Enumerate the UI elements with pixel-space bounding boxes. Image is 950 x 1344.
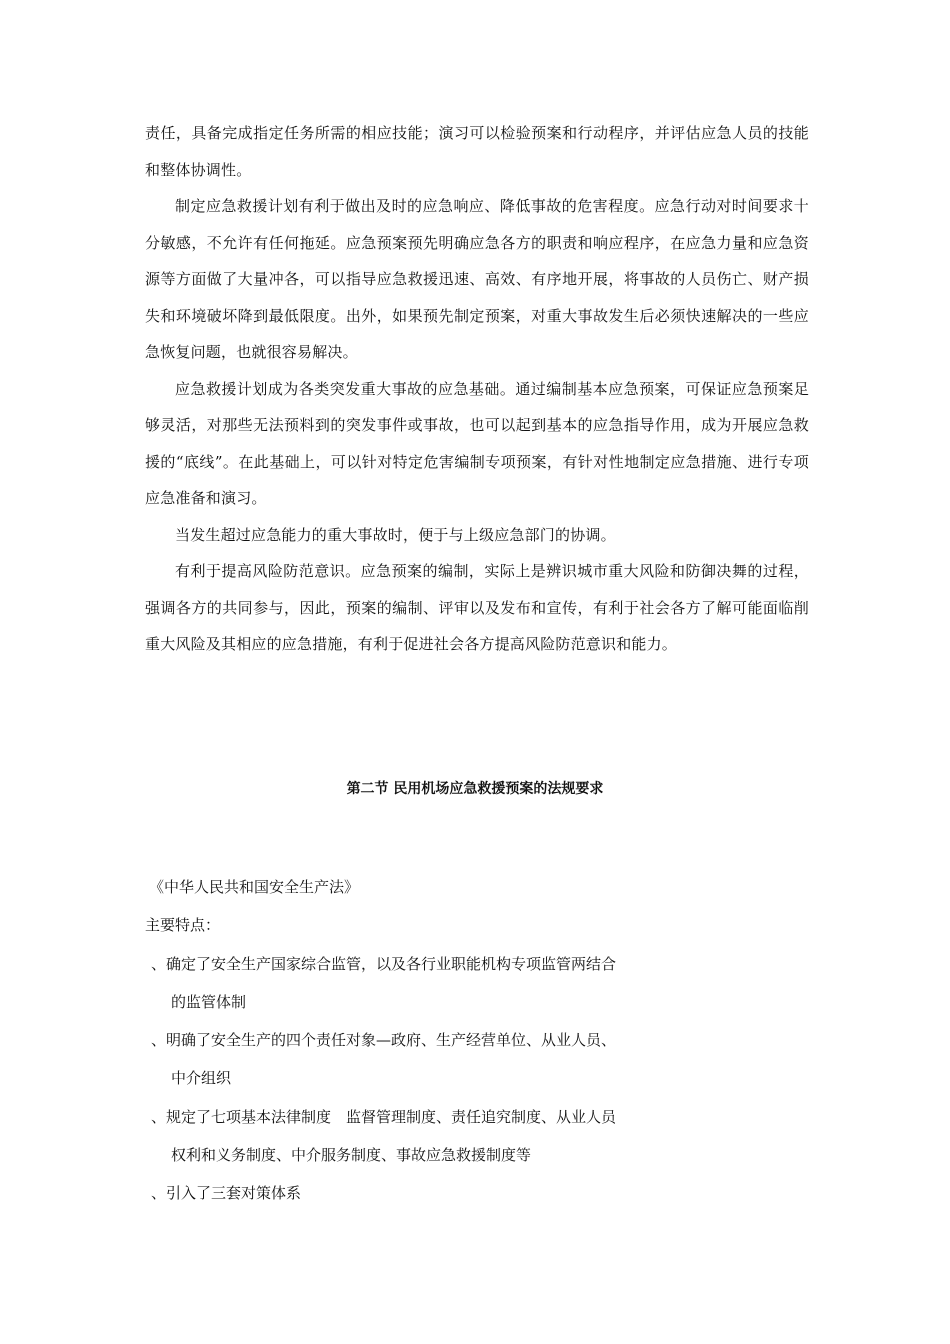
paragraph: 应急救援计划成为各类突发重大事故的应急基础。通过编制基本应急预案，可保证应急预案足够灵活，对那些无法预料到的突发事件或事故，也可以起到基本的应急指导作用，成为开展应急救援的“底线”。在此基础上，可以针对特定危害编制专项预案，有针对性地制定应急措施、进行专项应急准备和演习。: [145, 379, 809, 507]
body-text: [145, 115, 809, 663]
paragraph: 有利于提高风险防范意识。应急预案的编制，实际上是辨识城市重大风险和防御决舞的过程，强调各方的共同参与，因此，预案的编制、评审以及发布和宣传，有利于社会各方了解可能面临削重大风险及其相应的应急措施，有利于促进社会各方提高风险防范意识和能力。: [145, 562, 809, 653]
law-title: 《中华人民共和国安全生产法》: [149, 878, 360, 896]
law-block: [145, 868, 705, 1213]
list-item-line: 、规定了七项基本法律制度 监督管理制度、责任追究制度、从业人员: [151, 1107, 617, 1126]
list-item-continuation: 的监管体制: [171, 992, 247, 1011]
section-title: 第二节 民用机场应急救援预案的法规要求: [346, 781, 604, 797]
paragraph: 当发生超过应急能力的重大事故时，便于与上级应急部门的协调。: [175, 525, 616, 544]
paragraph: 制定应急救援计划有利于做出及时的应急响应、降低事故的危害程度。应急行动对时间要求十分敏感，不允许有任何拖延。应急预案预先明确应急各方的职责和响应程序，在应急力量和应急资源等方面做了大量冲各，可以指导应急救援迅速、高效、有序地开展，将事故的人员伤亡、财产损失和环境破坏降到最低限度。出外，如果预先制定预案，对重大事故发生后必须快速解决的一些应急恢复问题，也就很容易解决。: [145, 197, 809, 361]
list-item-continuation: 权利和义务制度、中介服务制度、事故应急救援制度等: [171, 1146, 532, 1165]
list-item: [145, 1174, 705, 1212]
list-item-line: 、明确了安全生产的四个责任对象—政府、生产经营单位、从业人员、: [151, 1031, 617, 1050]
list-item: [145, 1021, 705, 1098]
list-item: [145, 945, 705, 1022]
list-item-line: 、确定了安全生产国家综合监管，以及各行业职能机构专项监管两结合: [151, 954, 617, 973]
paragraph-continuation: 责任，具备完成指定任务所需的相应技能；演习可以检验预案和行动程序，并评估应急人员的技能和整体协调性。: [145, 124, 809, 179]
list-item: [145, 1098, 705, 1175]
list-item-continuation: 中介组织: [171, 1069, 232, 1088]
list-item-line: 、引入了三套对策体系: [151, 1184, 302, 1203]
features-heading: 主要特点：: [145, 916, 221, 935]
